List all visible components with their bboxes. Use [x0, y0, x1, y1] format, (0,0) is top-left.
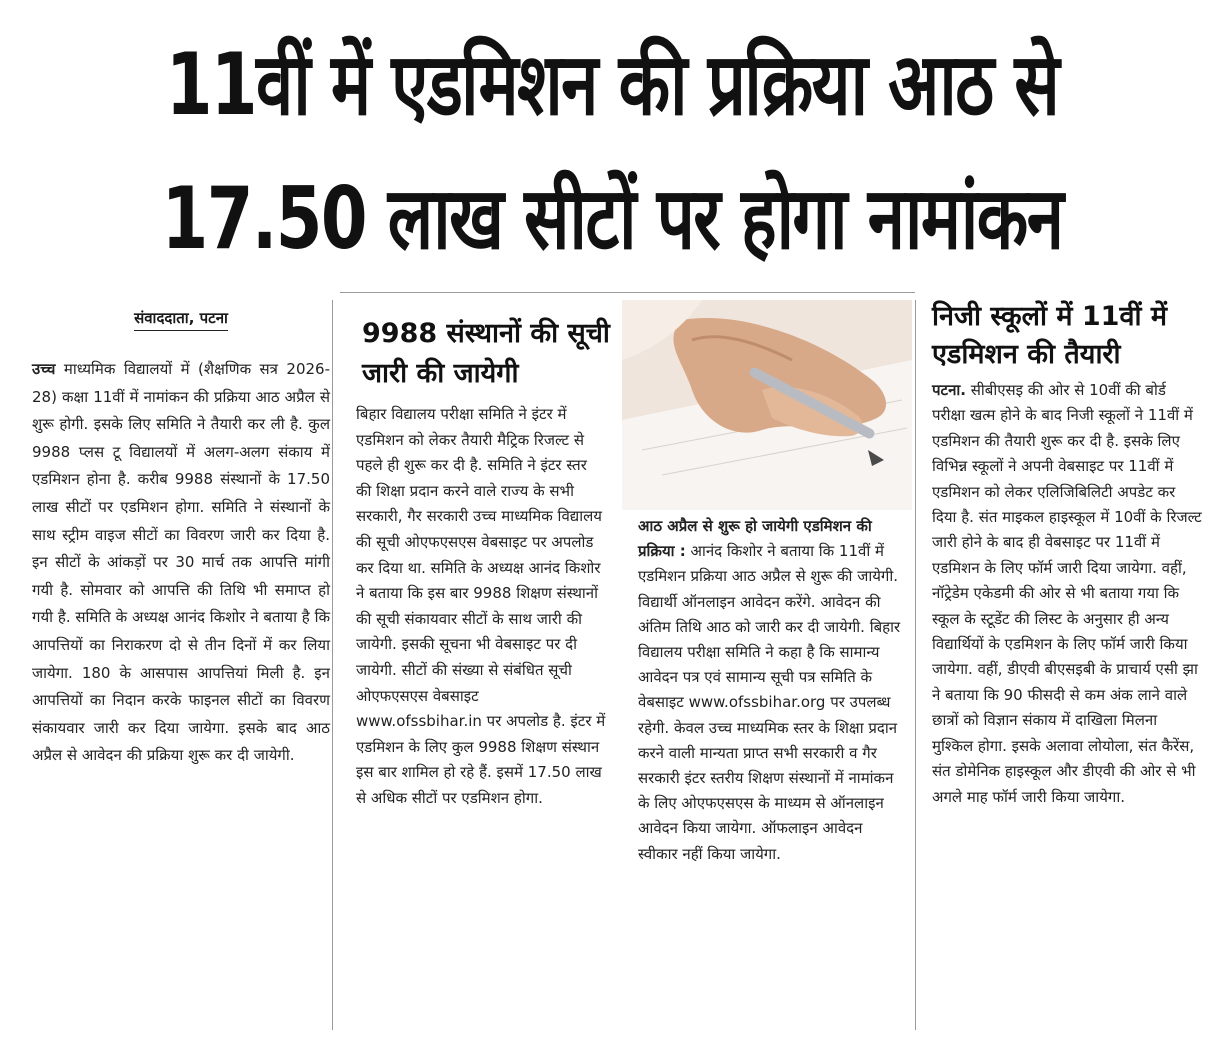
admission-process-text: आनंद किशोर ने बताया कि 11वीं में एडमिशन प्रक्रिया आठ अप्रैल से शुरू की जायेगी. विद्यार्थी ऑनलाइन आवेदन करेंगे. आवेदन की अंतिम तिथि आठ को जारी कर दी जायेगी. बिहार विद्यालय परीक्षा समिति ने कहा है कि सामान्य आवेदन पत्र एवं सामान्य सूची पत्र समिति के वेबसाइट www.ofssbihar.org पर उपलब्ध रहेगी. केवल उच्च माध्यमिक स्तर के शिक्षा प्रदान करने वाली मान्यता प्राप्त सभी सरकारी व गैर सरकारी इंटर स्तरीय शिक्षण संस्थानों में नामांकन के लिए ओएफएसएस के माध्यम से ऑनलाइन आवेदन किया जायेगा. ऑफलाइन आवेदन स्वीकार नहीं किया जायेगा.: [638, 542, 901, 863]
institutions-subheading: 9988 संस्थानों की सूची जारी की जायेगी: [362, 318, 610, 389]
column-divider-2: [915, 300, 916, 1030]
lead-word: उच्च: [32, 360, 56, 378]
main-story-body: [32, 356, 330, 770]
admission-process-story: [638, 514, 906, 867]
private-schools-body: [932, 374, 1202, 810]
institutions-body: बिहार विद्यालय परीक्षा समिति ने इंटर में एडमिशन को लेकर तैयारी मैट्रिक रिजल्ट से पहले ही शुरू कर दी है. समिति ने इंटर स्तर की शिक्षा प्रदान करने वाले राज्य के सभी सरकारी, गैर सरकारी उच्च माध्यमिक विद्यालय की सूची ओएफएसएस वेबसाइट पर अपलोड कर दिया था. समिति के अध्यक्ष आनंद किशोर ने बताया कि इस बार 9988 शिक्षण संस्थानों की सूची संकायवार सीटों के साथ जारी की जायेगी. इसकी सूचना भी वेबसाइट पर दी जायेगी. सीटों की संख्या से संबंधित सूची ओएफएसएस वेबसाइट www.ofssbihar.in पर अपलोड है. इंटर में एडमिशन के लिए कुल 9988 शिक्षण संस्थान इस बार शामिल हो रहे हैं. इसमें 17.50 लाख से अधिक सीटों पर एडमिशन होगा.: [356, 405, 606, 807]
headline-line-2: 17.50 लाख सीटों पर होगा नामांकन: [161, 169, 1063, 269]
main-story-column: [32, 298, 330, 770]
main-story-text: माध्यमिक विद्यालयों में (शैक्षणिक सत्र 2026-28) कक्षा 11वीं में नामांकन की प्रक्रिया आठ अप्रैल से शुरू होगी. इसके लिए समिति ने तैयारी कर ली है. कुल 9988 प्लस टू विद्यालयों में अलग-अलग संकाय में एडमिशन होना है. करीब 9988 संस्थानों के 17.50 लाख सीटों पर एडमिशन होगा. समिति ने संस्थानों के साथ स्ट्रीम वाइज सीटों का विवरण जारी कर दिया है. इन सीटों के आंकड़ों पर 30 मार्च तक आपत्ति मांगी गयी है. सोमवार को आपत्ति की तिथि भी समाप्त हो गयी है. समिति के अध्यक्ष आनंद किशोर ने बताया है कि आपत्तियों का निराकरण दो से तीन दिनों में कर लिया जायेगा. 180 के आसपास आपत्तियां मिली है. इन आपत्तियों का निदान करके फाइनल सीटों का विवरण संकायवार जारी कर दिया जायेगा. इसके बाद आठ अप्रैल से आवेदन की प्रक्रिया शुरू कर दी जायेगी.: [32, 360, 330, 765]
headline: [0, 18, 1224, 286]
headline-line-1: 11वीं में एडमिशन की प्रक्रिया आठ से: [165, 35, 1059, 135]
byline-text: संवाददाता, पटना: [134, 309, 228, 331]
private-schools-subheading: निजी स्कूलों में 11वीं में एडमिशन की तैयारी: [932, 301, 1168, 370]
private-schools-column: [932, 298, 1202, 810]
private-schools-text: सीबीएसइ की ओर से 10वीं की बोर्ड परीक्षा खत्म होने के बाद निजी स्कूलों ने 11वीं में एडमिशन की तैयारी शुरू कर दी है. इसके लिए विभिन्न स्कूलों ने अपनी वेबसाइट पर 11वीं में एडमिशन को लेकर एलिजिबिलिटी अपडेट कर दिया है. संत माइकल हाइस्कूल में 10वीं के रिजल्ट जारी होने के बाद ही वेबसाइट पर 11वीं में एडमिशन के लिए फॉर्म जारी दिया जायेगा. वहीं, नॉट्रेडेम एकेडमी की ओर से भी बताया गया कि स्कूल के स्टूडेंट की लिस्ट के अनुसार ही अन्य विद्यार्थियों के एडमिशन के लिए फॉर्म जारी किया जायेगा. वहीं, डीएवी बीएसइबी के प्राचार्य एसी झा ने बताया कि 90 फीसदी से कम अंक लाने वाले छात्रों को विज्ञान संकाय में दाखिला मिलना मुश्किल होगा. इसके अलावा लोयोला, संत कैरेंस, संत डोमेनिक हाइस्कूल और डीएवी की ओर से भी अगले माह फॉर्म जारी किया जायेगा.: [932, 381, 1202, 806]
byline: [32, 298, 330, 336]
column-top-rule: [340, 292, 915, 293]
hand-writing-photo: [622, 300, 912, 510]
institutions-list-column: [340, 298, 622, 812]
hand-writing-illustration: [622, 300, 912, 510]
dateline: पटना.: [932, 381, 966, 399]
column-divider-1: [332, 300, 333, 1030]
admission-process-subheading: आठ अप्रैल से शुरू हो जायेगी एडमिशन की प्रक्रिया :: [638, 517, 872, 561]
